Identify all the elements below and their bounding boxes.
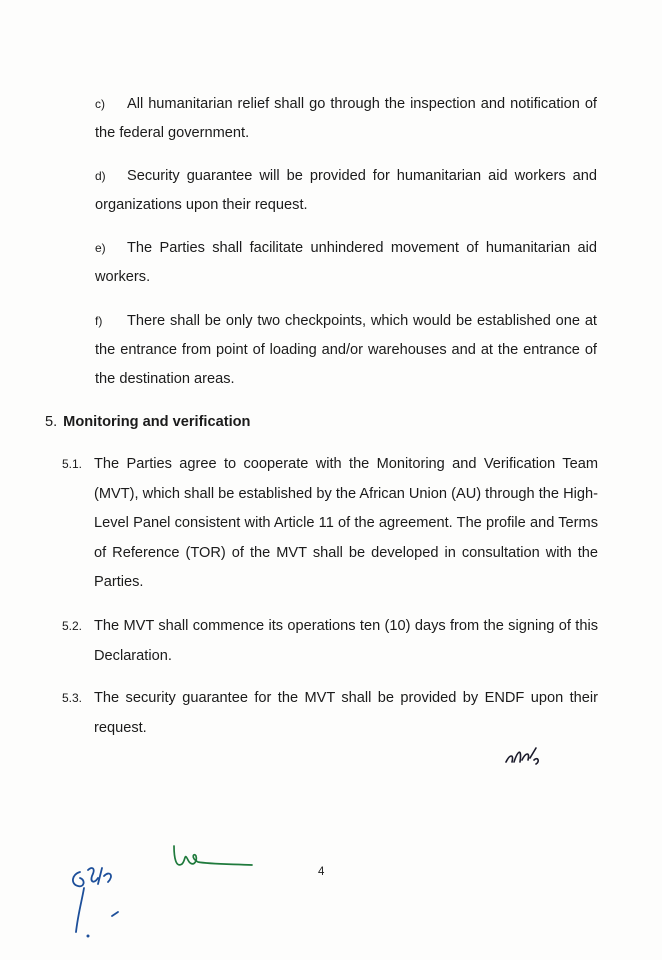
subsection-5-3: [62, 684, 598, 743]
list-marker: e): [95, 241, 106, 255]
section-title: Monitoring and verification: [63, 414, 251, 430]
list-marker: f): [95, 314, 103, 328]
section-number: 5.: [45, 414, 58, 430]
subsection-number: 5.2.: [62, 619, 83, 633]
list-marker: c): [95, 97, 105, 111]
list-item-text: The Parties shall facilitate unhindered movement of humanitarian aid workers.: [95, 240, 597, 285]
list-item-text: All humanitarian relief shall go through the inspection and notification of the federal government.: [95, 96, 597, 141]
section-heading: [45, 410, 250, 434]
initials-blue-signature: [62, 858, 132, 940]
subsection-5-1: [62, 450, 598, 598]
list-item-text: There shall be only two checkpoints, which would be established one at the entrance from point of loading and/or warehouses and at the entrance of the destination areas.: [95, 313, 597, 387]
initials-black-signature: [500, 740, 560, 770]
list-item-d: [95, 162, 597, 220]
initials-green-signature: [168, 838, 258, 874]
list-item-text: Security guarantee will be provided for humanitarian aid workers and organizations upon their request.: [95, 168, 597, 213]
subsection-text: The security guarantee for the MVT shall be provided by ENDF upon their request.: [94, 690, 598, 736]
subsection-text: The MVT shall commence its operations ten (10) days from the signing of this Declaration.: [94, 618, 598, 664]
subsection-text: The Parties agree to cooperate with the Monitoring and Verification Team (MVT), which shall be established by the African Union (AU) through the High-Level Panel consistent with Article 11 of the agreement. The profile and Terms of Reference (TOR) of the MVT shall be developed in consultation with the Parties.: [94, 456, 598, 590]
subsection-number: 5.1.: [62, 457, 83, 471]
list-item-f: [95, 307, 597, 394]
list-item-c: [95, 90, 597, 148]
list-marker: d): [95, 169, 106, 183]
subsection-5-2: [62, 612, 598, 671]
subsection-number: 5.3.: [62, 691, 83, 705]
page-number: 4: [318, 866, 325, 878]
list-item-e: [95, 234, 597, 292]
